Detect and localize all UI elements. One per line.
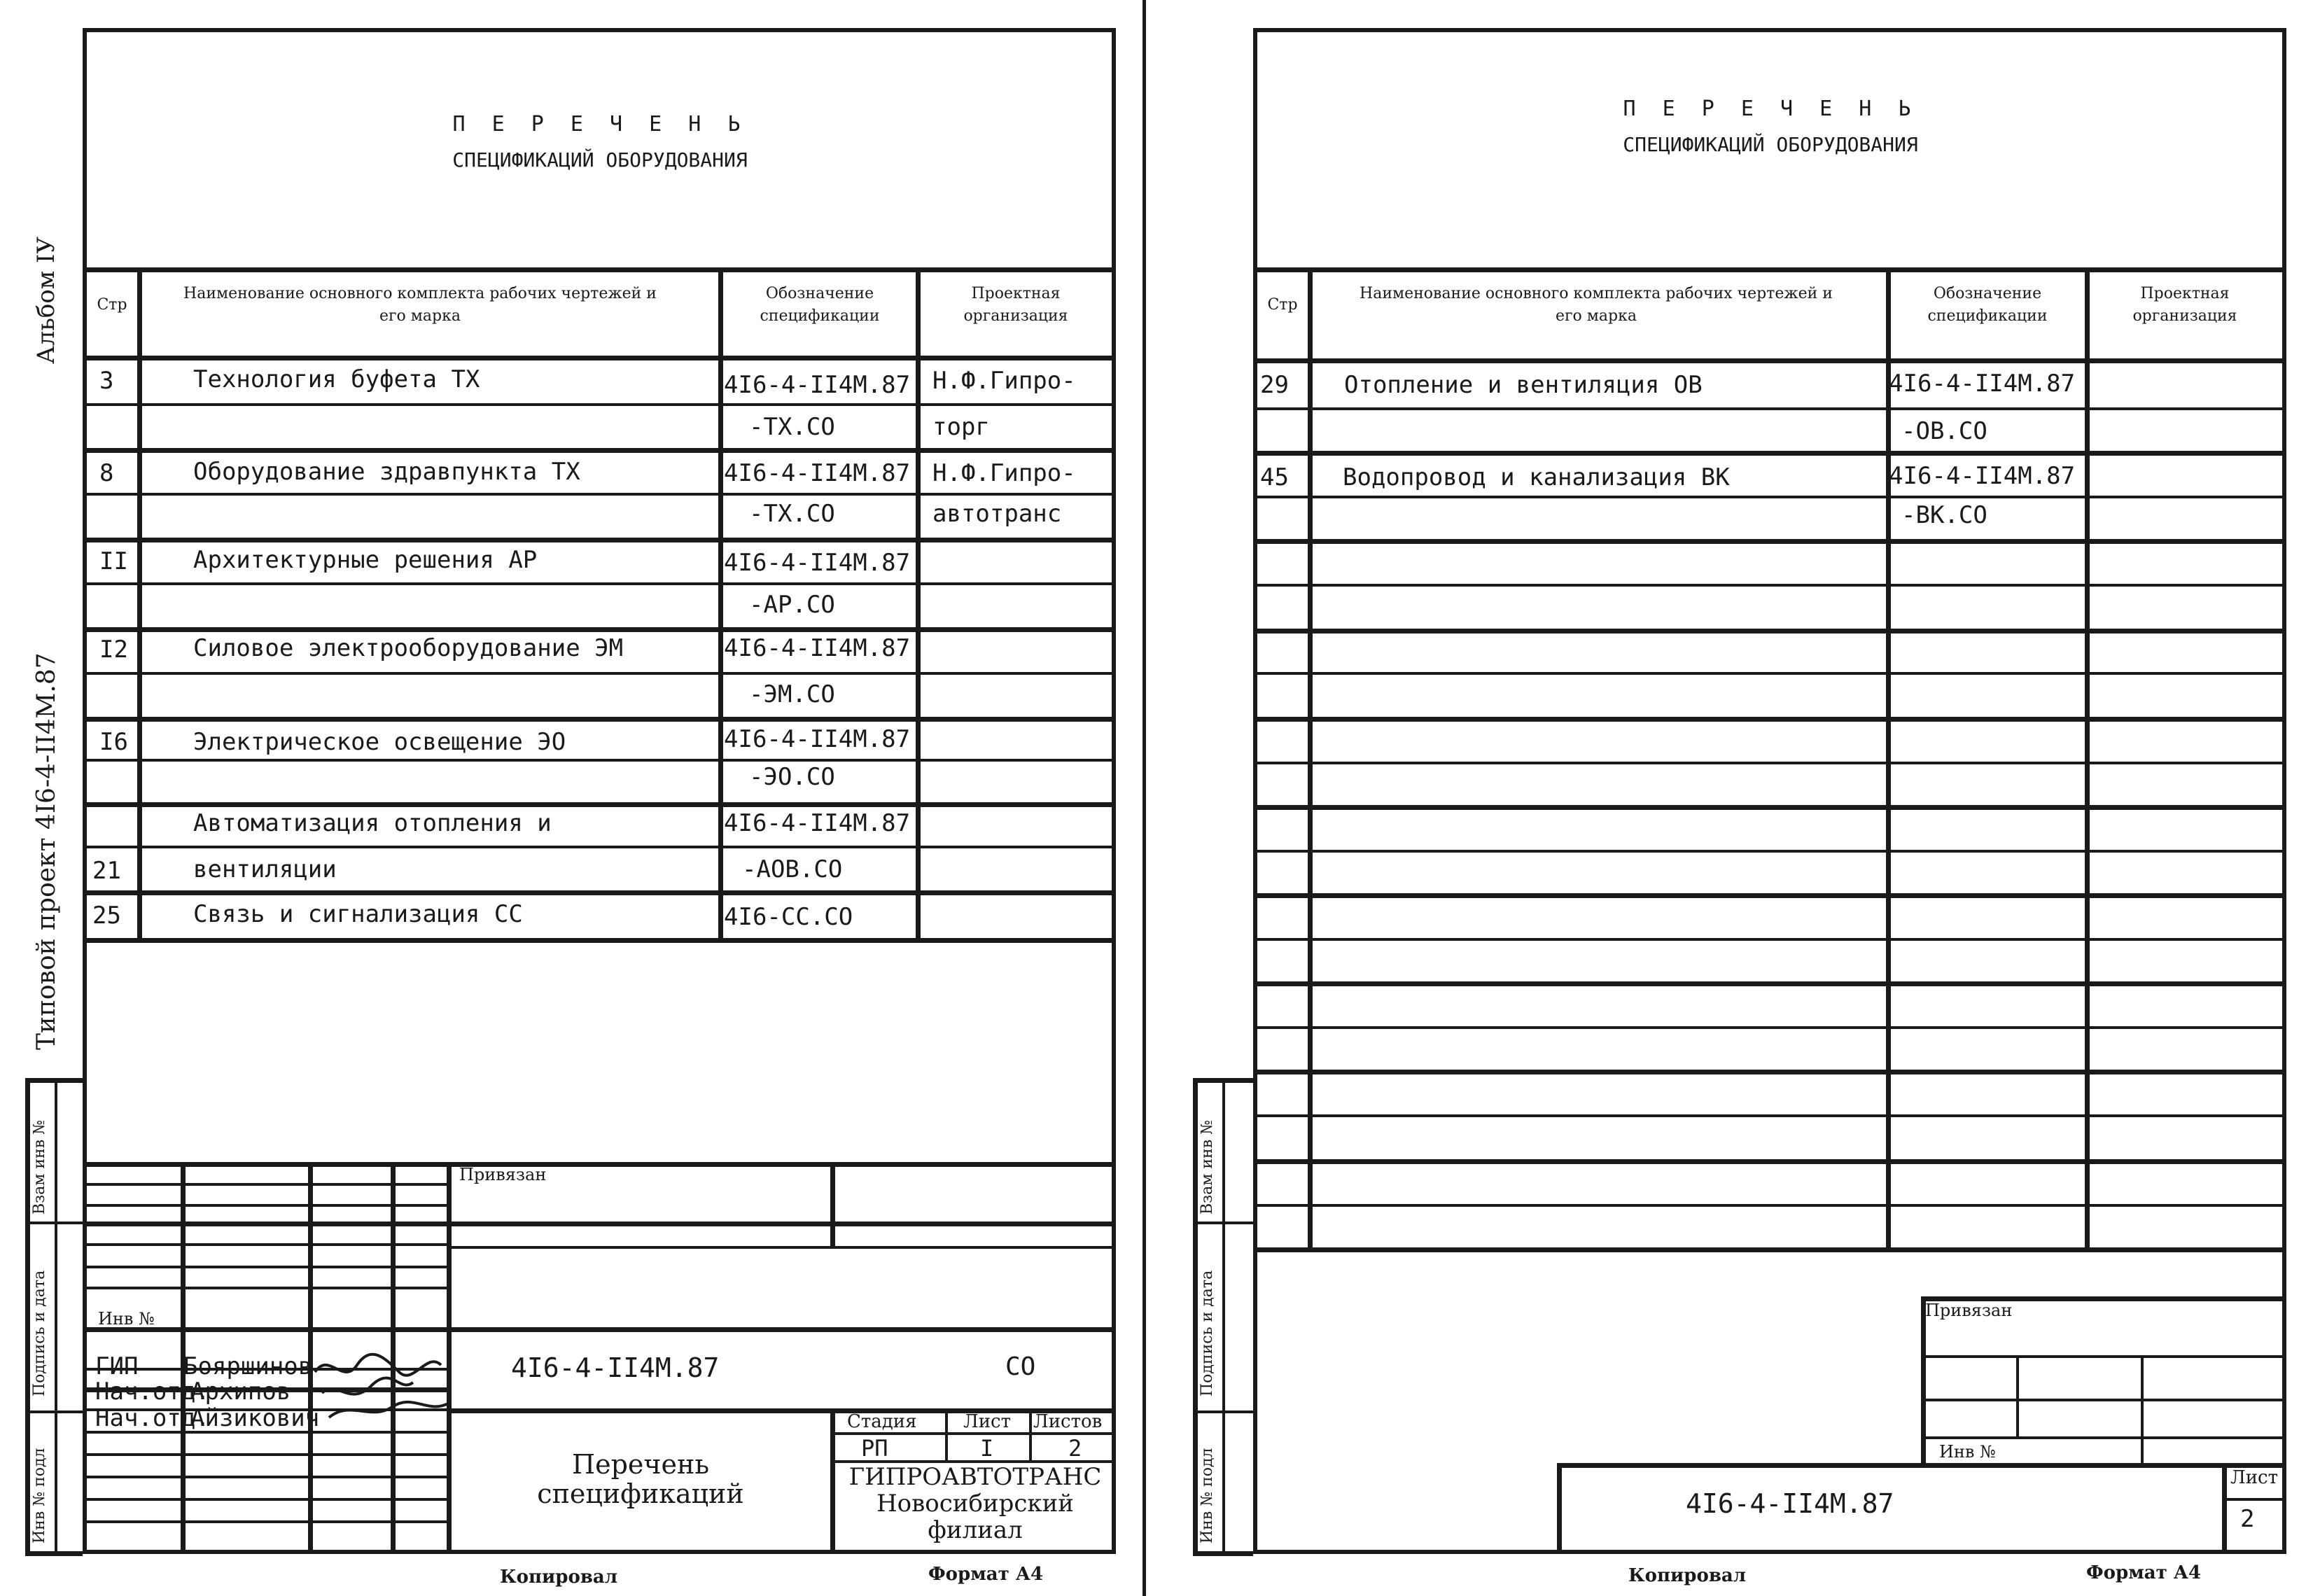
left-row-code: 4I6-СС.СО [724,903,853,931]
left-row-line [83,582,1116,585]
stage-label: Стадия [847,1411,917,1432]
rtb-vline [2141,1355,2144,1464]
right-row-line [1253,981,2286,986]
album-label: Альбом IУ [32,236,60,364]
right-row-page: 29 [1260,371,1289,399]
role-nach: Нач.отд. [95,1378,210,1406]
inv-label: Инв № подл [1199,1448,1216,1544]
left-row-line [83,717,1116,722]
left-row-code2: -ЭМ.СО [749,680,835,708]
left-row-page: 3 [99,367,114,395]
right-col-page [1308,267,1313,1249]
left-row-name2: вентиляции [193,855,337,883]
left-row-line [83,403,1116,406]
right-row-code: 4I6-4-II4М.87 [1889,462,2076,490]
right-hdr-page: Стр [1267,296,1298,314]
left-row-code2: -ТХ.СО [749,413,835,441]
right-row-line [1253,539,2286,544]
left-row-code2: -АР.СО [749,591,835,619]
right-row-name: Водопровод и канализация ВК [1343,463,1730,491]
person-2: Архипов [190,1378,291,1406]
right-hdr-org: Проектная организация [2132,285,2237,325]
org-line-3: филиал [928,1516,1023,1544]
left-row-name: Архитектурные решения АР [193,546,538,574]
right-inv-no-label: Инв № [1939,1442,1996,1462]
right-row-line [1253,451,2286,456]
right-header-top [1253,267,2286,272]
right-row-name: Отопление и вентиляция ОВ [1344,371,1703,399]
left-row-line [83,672,1116,675]
left-row-code: 4I6-4-II4М.87 [724,459,911,487]
left-col-name [718,267,723,939]
left-row-line [83,493,1116,496]
left-row-code2: -АОВ.СО [742,855,843,883]
left-col-page [137,267,142,939]
right-row-line [1253,1114,2286,1117]
doc-title-2: спецификаций [537,1478,744,1509]
org-line-2: Новосибирский [876,1490,1074,1518]
role-nach2: Нач.отд. [95,1404,210,1432]
rtb-vline [1921,1296,1926,1464]
left-row-code: 4I6-4-II4М.87 [724,634,911,662]
privyazan-label: Привязан [459,1165,547,1184]
left-row-line [83,627,1116,632]
person-1: Бояршинов [183,1352,313,1380]
left-hdr-code: Обозначение спецификации [760,285,880,325]
left-row-name: Технология буфета ТХ [193,365,480,393]
right-row-line [1253,850,2286,853]
left-hdr-page: Стр [97,296,127,314]
rtb-line [2222,1498,2286,1501]
right-privyazan-label: Привязан [1925,1301,2013,1320]
left-row-name: Автоматизация отопления и [193,809,552,837]
left-title: П Е Р Е Ч Е Н Ь [452,112,748,136]
right-doc-code: 4I6-4-II4М.87 [1686,1488,1894,1519]
role-gip: ГИП [95,1352,139,1380]
doc-mark: СО [1005,1352,1036,1381]
signatures-graphic [308,1344,448,1428]
right-row-line [1253,629,2286,634]
left-row-page: 21 [92,857,121,885]
left-row-org2: автотранс [932,500,1062,528]
left-frame [83,28,1116,1554]
left-row-line [83,448,1116,453]
copied-label: Копировал [500,1567,618,1588]
left-row-name: Электрическое освещение ЭО [193,728,566,756]
sheet-label: Лист [963,1411,1011,1432]
rtb-vline [2222,1463,2227,1554]
right-row-line [1253,1159,2286,1164]
rtb-vline [2016,1355,2019,1439]
left-hdr-name: Наименование основного комплекта рабочих чертежей и его марка [183,285,657,325]
right-row-code: 4I6-4-II4М.87 [1889,370,2076,398]
rtb-line [1921,1436,2286,1439]
format-label: Формат А4 [928,1564,1044,1585]
fold-line [1142,0,1146,1596]
sheets-label: Листов [1033,1411,1103,1432]
right-row-line [1253,584,2286,587]
tb-vline [945,1408,948,1460]
sheet-value: I [980,1435,994,1462]
left-row-line [83,890,1116,895]
left-row-line [83,802,1116,807]
vzam-label: Взам инв № [1199,1120,1216,1214]
right-format-label: Формат А4 [2086,1562,2202,1583]
right-side-mid [1222,1078,1225,1554]
left-row-name: Оборудование здравпункта ТХ [193,458,580,486]
right-row-line [1253,496,2286,498]
right-sheet-label: Лист [2230,1467,2278,1488]
right-col-name [1886,267,1891,1249]
left-row-page: I6 [99,728,128,756]
left-row-code: 4I6-4-II4М.87 [724,549,911,577]
right-row-line [1253,672,2286,675]
left-row-org2: торг [932,413,990,441]
left-row-line [83,538,1116,542]
tb-line [83,1222,1116,1226]
right-row-line [1253,1070,2286,1074]
left-row-code: 4I6-4-II4М.87 [724,371,911,399]
right-frame [1253,28,2286,1554]
right-row-line [1253,1026,2286,1029]
tb-line [447,1408,1116,1413]
project-label: Типовой проект 4I6-4-II4М.87 [32,652,61,1050]
podpis-label: Подпись и дата [31,1270,48,1396]
right-col-code [2085,267,2090,1249]
left-side-top [25,1078,83,1083]
tb-line [447,1246,1116,1249]
left-row-name: Связь и сигнализация СС [193,900,523,928]
rtb-vline [1557,1463,1562,1554]
inv-label: Инв № подл [31,1448,48,1544]
left-col-code [916,267,921,939]
rtb-line [1557,1463,2286,1468]
right-row-code2: -ВК.СО [1901,501,1987,529]
left-row-page: 25 [92,902,121,930]
left-row-page: I2 [99,636,128,664]
left-side-mid [55,1078,57,1554]
left-side-div2 [25,1410,83,1413]
right-sheet-value: 2 [2240,1505,2255,1533]
left-side-border [25,1078,30,1554]
right-row-line [1253,717,2286,722]
right-copied-label: Копировал [1628,1565,1747,1586]
left-row-page: II [99,547,128,575]
tb-vline [830,1408,835,1554]
tb-vline [1029,1408,1032,1460]
right-row-line [1253,805,2286,810]
right-row-page: 45 [1260,463,1289,491]
left-row-code2: -ТХ.СО [749,500,835,528]
left-row-name: Силовое электрооборудование ЭМ [193,634,624,662]
left-row-code: 4I6-4-II4М.87 [724,725,911,753]
org-line-1: ГИПРОАВТОТРАНС [848,1463,1102,1491]
rtb-line [1921,1355,2286,1358]
podpis-label: Подпись и дата [1199,1270,1216,1396]
left-header-top [83,267,1116,272]
right-header-bottom [1253,358,2286,363]
tb-top [83,1162,1116,1167]
right-subtitle: СПЕЦИФИКАЦИЙ ОБОРУДОВАНИЯ [1623,133,1918,156]
left-row-org: Н.Ф.Гипро- [932,459,1076,487]
left-header-bottom [83,356,1116,360]
right-title: П Е Р Е Ч Е Н Ь [1623,97,1918,121]
left-row-org: Н.Ф.Гипро- [932,367,1076,395]
sheets-value: 2 [1068,1435,1082,1462]
left-row-code2: -ЭО.СО [749,763,835,791]
doc-title-1: Перечень [571,1449,710,1480]
stage-value: РП [861,1435,888,1462]
right-hdr-code: Обозначение спецификации [1927,285,2048,325]
left-side-bottom [25,1551,83,1556]
rtb-line [1921,1399,2286,1401]
right-row-line [1253,1204,2286,1207]
left-row-line [83,759,1116,762]
right-row-line [1253,1247,2286,1252]
left-row-page: 8 [99,459,114,487]
left-row-code: 4I6-4-II4М.87 [724,809,911,837]
right-side-border [1193,1078,1198,1554]
left-row-line [83,938,1116,943]
person-3: Айзикович [190,1404,320,1432]
right-row-line [1253,893,2286,898]
right-row-line [1253,407,2286,410]
tb-line [83,1327,1116,1332]
inv-no-label: Инв № [98,1309,155,1329]
left-subtitle: СПЕЦИФИКАЦИЙ ОБОРУДОВАНИЯ [452,148,748,172]
right-row-code2: -ОВ.СО [1901,417,1987,445]
right-row-line [1253,762,2286,764]
right-hdr-name: Наименование основного комплекта рабочих чертежей и его марка [1360,285,1833,325]
vzam-label: Взам инв № [31,1120,48,1214]
left-hdr-org: Проектная организация [963,285,1068,325]
tb-vline [830,1162,835,1246]
doc-code: 4I6-4-II4М.87 [511,1352,720,1383]
left-side-div1 [25,1222,83,1224]
left-row-line [83,846,1116,848]
right-row-line [1253,938,2286,941]
